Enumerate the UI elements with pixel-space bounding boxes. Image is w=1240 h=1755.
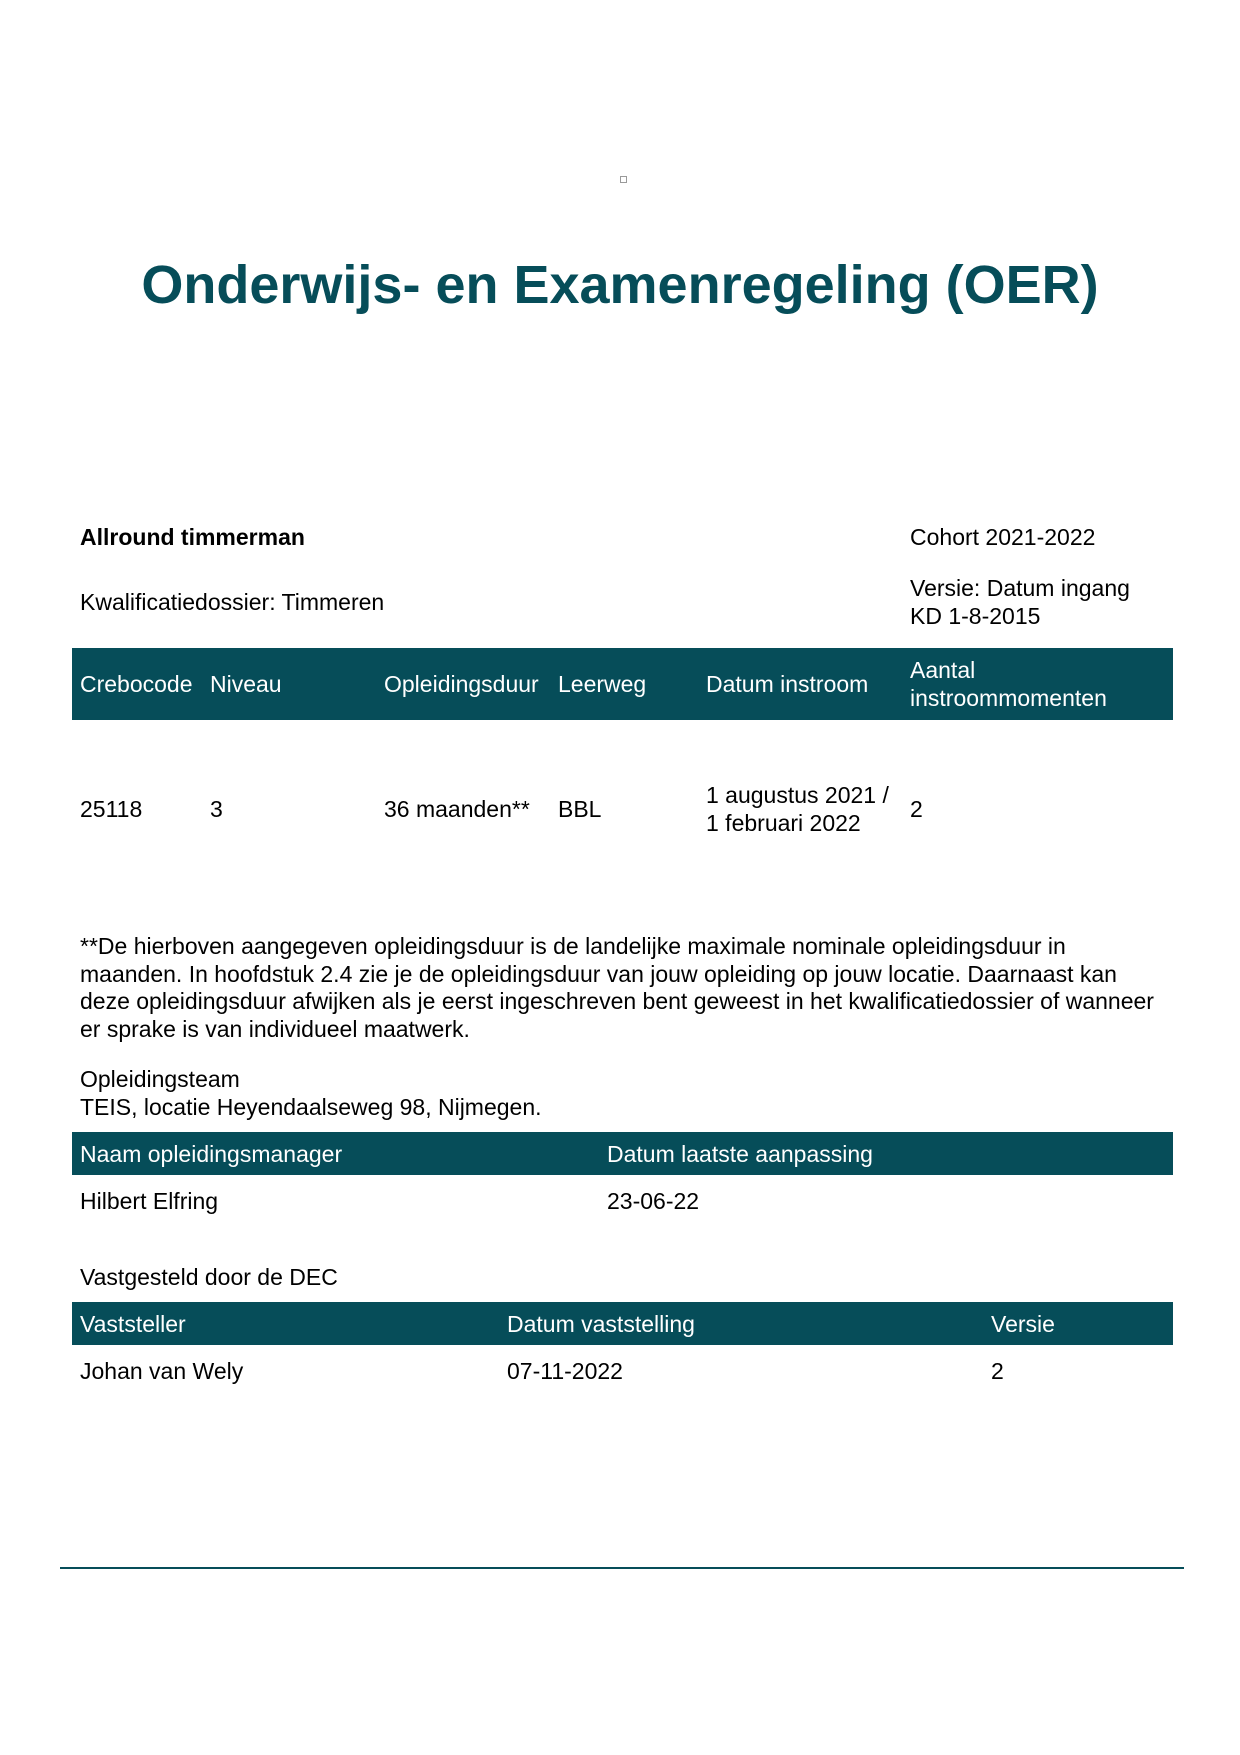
program-table-header [72,648,1173,720]
vaststelling-date: 07-11-2022 [507,1358,623,1384]
versie-value: 2 [991,1358,1004,1384]
header-manager-date: Datum laatste aanpassing [607,1141,873,1167]
cell-datum-line1: 1 augustus 2021 / [706,782,889,808]
cell-leerweg: BBL [558,796,602,822]
manager-table-header [72,1132,1173,1175]
header-aantal-line2: instroommomenten [910,685,1107,711]
cell-crebocode: 25118 [80,796,143,822]
cell-niveau: 3 [210,796,223,822]
cell-opleidingsduur: 36 maanden** [384,796,530,822]
team-location: TEIS, locatie Heyendaalseweg 98, Nijmegen. [80,1094,542,1120]
versie-line2: KD 1-8-2015 [910,603,1041,629]
header-manager-name: Naam opleidingsmanager [80,1141,343,1167]
versie-line1: Versie: Datum ingang [910,575,1130,601]
cell-aantal: 2 [910,796,923,822]
header-datum-vaststelling: Datum vaststelling [507,1311,695,1337]
footer-divider [60,1567,1184,1569]
vaststeller-name: Johan van Wely [80,1358,244,1384]
manager-name: Hilbert Elfring [80,1188,219,1214]
header-versie: Versie [991,1311,1055,1337]
placeholder-icon [620,176,627,183]
vastgesteld-label: Vastgesteld door de DEC [80,1264,338,1290]
header-crebocode: Crebocode [80,671,193,697]
footnote-paragraph: **De hierboven aangegeven opleidingsduur is de landelijke maximale nominale opleidingsduur in maanden. In hoofdstuk 2.4 zie je de opleidingsduur van jouw opleiding op jouw locatie. Daarnaast kan deze opleidingsduur afwijken als je eerst ingeschreven bent geweest in het kwalificatiedossier of wanneer er sprake is van individueel maatwerk. [80,933,1154,1042]
header-vaststeller: Vaststeller [80,1311,186,1337]
program-name: Allround timmerman [80,524,305,550]
vaststeller-table-header [72,1302,1173,1345]
header-niveau: Niveau [210,671,282,697]
header-datum-instroom: Datum instroom [706,671,869,697]
header-aantal-line1: Aantal [910,657,976,683]
manager-date: 23-06-22 [607,1188,700,1214]
document-title: Onderwijs- en Examenregeling (OER) [141,255,1099,315]
header-leerweg: Leerweg [558,671,647,697]
kwalificatiedossier-label: Kwalificatiedossier: Timmeren [80,589,385,615]
header-opleidingsduur: Opleidingsduur [384,671,539,697]
cohort-label: Cohort 2021-2022 [910,524,1096,550]
team-label: Opleidingsteam [80,1066,240,1092]
cell-datum-line2: 1 februari 2022 [706,810,861,836]
